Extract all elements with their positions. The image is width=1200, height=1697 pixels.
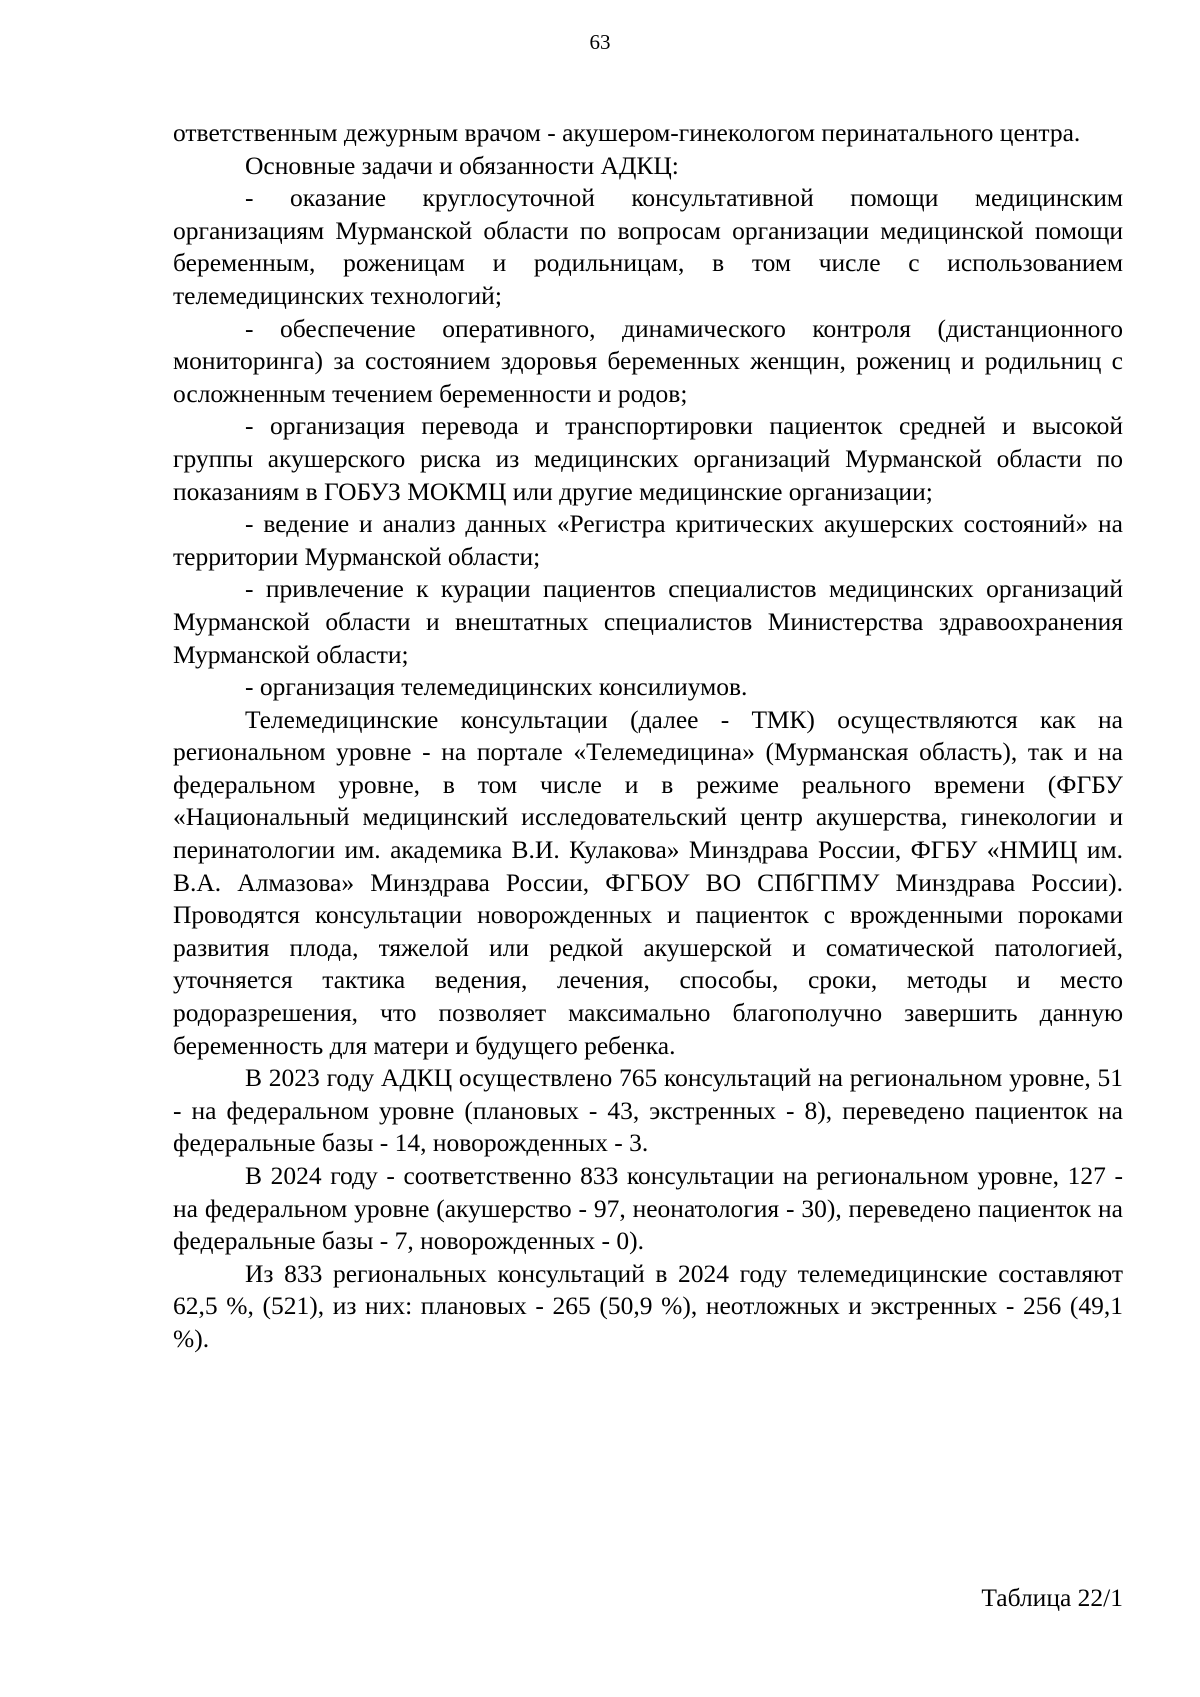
list-item-monitoring: - обеспечение оперативного, динамического контроля (дистанционного мониторинга) за состоянием здоровья беременных женщин, рожениц и родильниц с осложненным течением беременности и родов; bbox=[173, 313, 1123, 408]
table-caption: Таблица 22/1 bbox=[981, 1583, 1123, 1612]
list-item-transfer: - организация перевода и транспортировки пациенток средней и высокой группы акушерского риска из медицинских организаций Мурманской области по показаниям в ГОБУЗ МОКМЦ или другие медицинские организации; bbox=[173, 411, 1123, 506]
paragraph-2023-stats: В 2023 году АДКЦ осуществлено 765 консультаций на региональном уровне, 51 - на федеральном уровне (плановых - 43, экстренных - 8), переведено пациенток на федеральные базы - 14, новорожденных - 3. bbox=[173, 1063, 1123, 1158]
paragraph-telemedicine: Телемедицинские консультации (далее - ТМК) осуществляются как на региональном уровне - на портале «Телемедицина» (Мурманская область), так и на федеральном уровне, в том числе и в режиме реального времени (ФГБУ «Национальный медицинский исследовательский центр акушерства, гинекологии и перинатологии им. академика В.И. Кулакова» Минздрава России, ФГБУ «НМИЦ им. В.А. Алмазова» Минздрава России, ФГБОУ ВО СПбГПМУ Минздрава России). Проводятся консультации новорожденных и пациенток с врожденными пороками развития плода, тяжелой или редкой акушерской и соматической патологией, уточняется тактика ведения, лечения, способы, сроки, методы и место родоразрешения, что позволяет максимально благополучно завершить данную беременность для матери и будущего ребенка. bbox=[173, 704, 1123, 1060]
list-item-registry: - ведение и анализ данных «Регистра критических акушерских состояний» на территории Мурманской области; bbox=[173, 509, 1123, 571]
paragraph-regional-breakdown: Из 833 региональных консультаций в 2024 году телемедицинские составляют 62,5 %, (521), из них: плановых - 265 (50,9 %), неотложных и экстренных - 256 (49,1 %). bbox=[173, 1258, 1123, 1353]
list-item-consulting: - оказание круглосуточной консультативной помощи медицинским организациям Мурманской области по вопросам организации медицинской помощи беременным, роженицам и родильницам, в том числе с использованием телемедицинских технологий; bbox=[173, 183, 1123, 310]
page-number: 63 bbox=[589, 30, 611, 54]
list-item-specialists: - привлечение к курации пациентов специалистов медицинских организаций Мурманской области и внештатных специалистов Министерства здравоохранения Мурманской области; bbox=[173, 574, 1123, 669]
paragraph-continuation: ответственным дежурным врачом - акушером-гинекологом перинатального центра. bbox=[173, 118, 1081, 147]
document-body bbox=[173, 117, 1123, 1356]
paragraph-tasks-heading: Основные задачи и обязанности АДКЦ: bbox=[245, 150, 679, 180]
paragraph-2024-stats: В 2024 году - соответственно 833 консультации на региональном уровне, 127 - на федеральном уровне (акушерство - 97, неонатология - 30), переведено пациенток на федеральные базы - 7, новорожденных - 0). bbox=[173, 1161, 1123, 1256]
list-item-consiliums: - организация телемедицинских консилиумов. bbox=[245, 672, 748, 702]
